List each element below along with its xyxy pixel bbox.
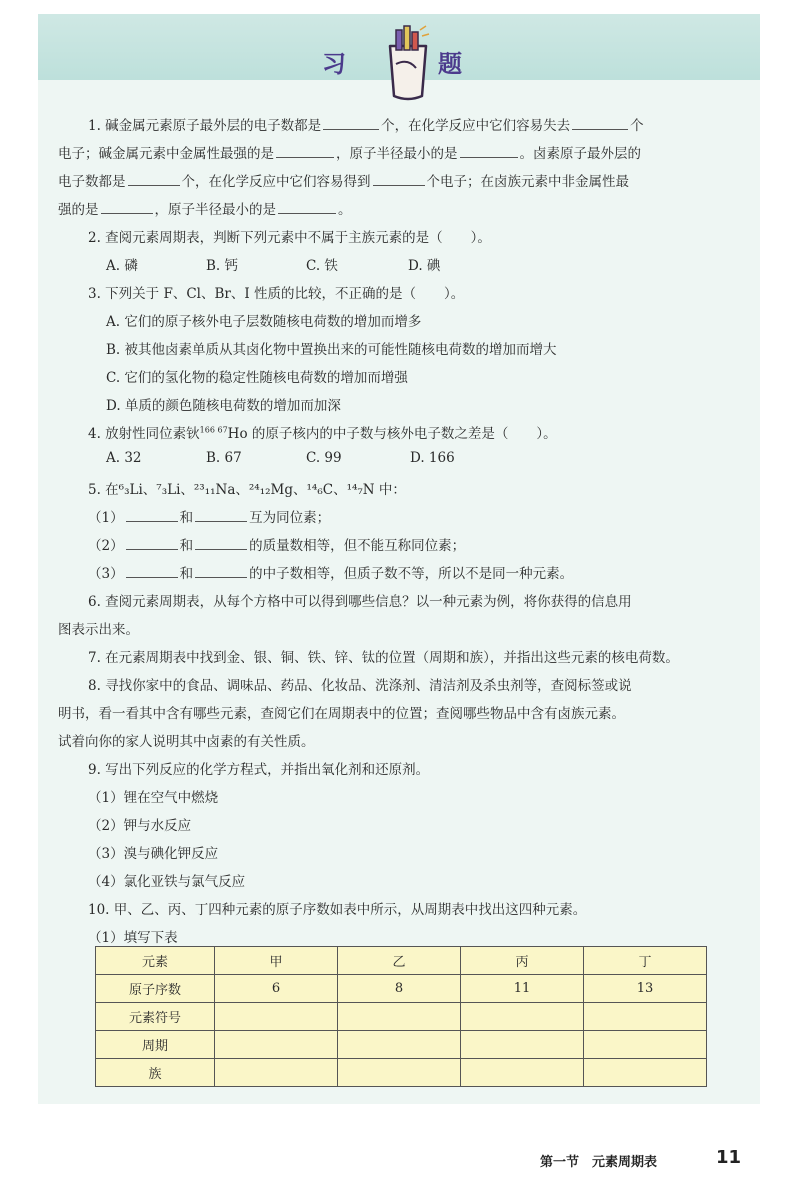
pencil-cup-icon — [382, 24, 434, 102]
q2-options: A. 磷 B. 钙 C. 铁 D. 碘 — [106, 258, 441, 274]
table-cell: 6 — [215, 975, 338, 1003]
q6-line2: 图表示出来。 — [58, 622, 139, 638]
table-cell — [338, 1059, 461, 1087]
q3-stem: 3. 下列关于 F、Cl、Br、I 性质的比较，不正确的是（ ）。 — [88, 286, 465, 302]
table-row — [96, 1059, 707, 1087]
table-cell — [461, 1059, 584, 1087]
table-cell: 丁 — [584, 947, 707, 975]
table-header-cell: 周期 — [96, 1031, 215, 1059]
q9-sub2: （2）钾与水反应 — [88, 818, 192, 834]
q10-stem: 10. 甲、乙、丙、丁四种元素的原子序数如表中所示，从周期表中找出这四种元素。 — [88, 902, 587, 918]
q5-sub3: （3） 和 的中子数相等，但质子数不等，所以不是同一种元素。 — [88, 566, 574, 582]
q5-sub2: （2） 和 的质量数相等，但不能互称同位素； — [88, 538, 466, 554]
section-label: 第一节 元素周期表 — [540, 1155, 658, 1170]
q3-option-b: B. 被其他卤素单质从其卤化物中置换出来的可能性随核电荷数的增加而增大 — [106, 342, 557, 358]
table-cell — [461, 1031, 584, 1059]
table-cell: 13 — [584, 975, 707, 1003]
q3-option-d: D. 单质的颜色随核电荷数的增加而加深 — [106, 398, 341, 414]
table-cell: 8 — [338, 975, 461, 1003]
q5-stem: 5. 在⁶₃Li、⁷₃Li、²³₁₁Na、²⁴₁₂Mg、¹⁴₆C、¹⁴₇N 中： — [88, 482, 406, 498]
table-cell: 11 — [461, 975, 584, 1003]
table-cell: 乙 — [338, 947, 461, 975]
q9-stem: 9. 写出下列反应的化学方程式，并指出氧化剂和还原剂。 — [88, 762, 430, 778]
table-row — [96, 975, 707, 1003]
q3-option-a: A. 它们的原子核外电子层数随核电荷数的增加而增多 — [106, 314, 422, 330]
q9-sub3: （3）溴与碘化钾反应 — [88, 846, 219, 862]
table-cell — [215, 1059, 338, 1087]
page-number: 11 — [716, 1147, 742, 1168]
q1-line2: 电子；碱金属元素中金属性最强的是 ，原子半径最小的是 。卤素原子最外层的 — [58, 146, 641, 162]
table-header-cell: 元素符号 — [96, 1003, 215, 1031]
q2-stem: 2. 查阅元素周期表，判断下列元素中不属于主族元素的是（ ）。 — [88, 230, 491, 246]
q6-line1: 6. 查阅元素周期表，从每个方格中可以得到哪些信息？以一种元素为例，将你获得的信息用 — [88, 594, 632, 610]
exercise-title-left: 习 — [322, 50, 347, 78]
table-cell: 甲 — [215, 947, 338, 975]
table-cell: 丙 — [461, 947, 584, 975]
table-header-cell: 原子序数 — [96, 975, 215, 1003]
table-header-cell: 族 — [96, 1059, 215, 1087]
q7-line1: 7. 在元素周期表中找到金、银、铜、铁、锌、钛的位置（周期和族），并指出这些元素的核电荷数。 — [88, 650, 679, 666]
q4-options: A. 32 B. 67 C. 99 D. 166 — [106, 450, 455, 466]
q3-option-c: C. 它们的氢化物的稳定性随核电荷数的增加而增强 — [106, 370, 408, 386]
table-header-cell: 元素 — [96, 947, 215, 975]
table-row — [96, 947, 707, 975]
table-cell — [584, 1059, 707, 1087]
q8-line1: 8. 寻找你家中的食品、调味品、药品、化妆品、洗涤剂、清洁剂及杀虫剂等，查阅标签或说 — [88, 678, 632, 694]
q1-line3: 电子数都是 个，在化学反应中它们容易得到 个电子；在卤族元素中非金属性最 — [58, 174, 629, 190]
table-cell — [461, 1003, 584, 1031]
q9-sub1: （1）锂在空气中燃烧 — [88, 790, 219, 806]
q5-sub1: （1） 和 互为同位素； — [88, 510, 331, 526]
table-cell — [338, 1003, 461, 1031]
element-table — [95, 946, 707, 1087]
q8-line2: 明书，看一看其中含有哪些元素，查阅它们在周期表中的位置；查阅哪些物品中含有卤族元素。 — [58, 706, 625, 722]
q9-sub4: （4）氯化亚铁与氯气反应 — [88, 874, 246, 890]
table-cell — [215, 1031, 338, 1059]
table-row — [96, 1031, 707, 1059]
table-cell — [584, 1003, 707, 1031]
table-cell — [584, 1031, 707, 1059]
table-cell — [215, 1003, 338, 1031]
exercise-title-right: 题 — [438, 50, 463, 78]
q8-line3: 试着向你的家人说明其中卤素的有关性质。 — [58, 734, 315, 750]
q1-line4: 强的是 ，原子半径最小的是 。 — [58, 202, 352, 218]
table-row — [96, 1003, 707, 1031]
table-cell — [338, 1031, 461, 1059]
q1-line1: 1. 碱金属元素原子最外层的电子数都是 个，在化学反应中它们容易失去 个 — [88, 118, 644, 134]
q4-stem: 4. 放射性同位素钬$^{166 67}$Ho 的原子核内的中子数与核外电子数之差是（ ）。 — [88, 425, 557, 442]
q10-sub1: （1）填写下表 — [88, 930, 178, 946]
